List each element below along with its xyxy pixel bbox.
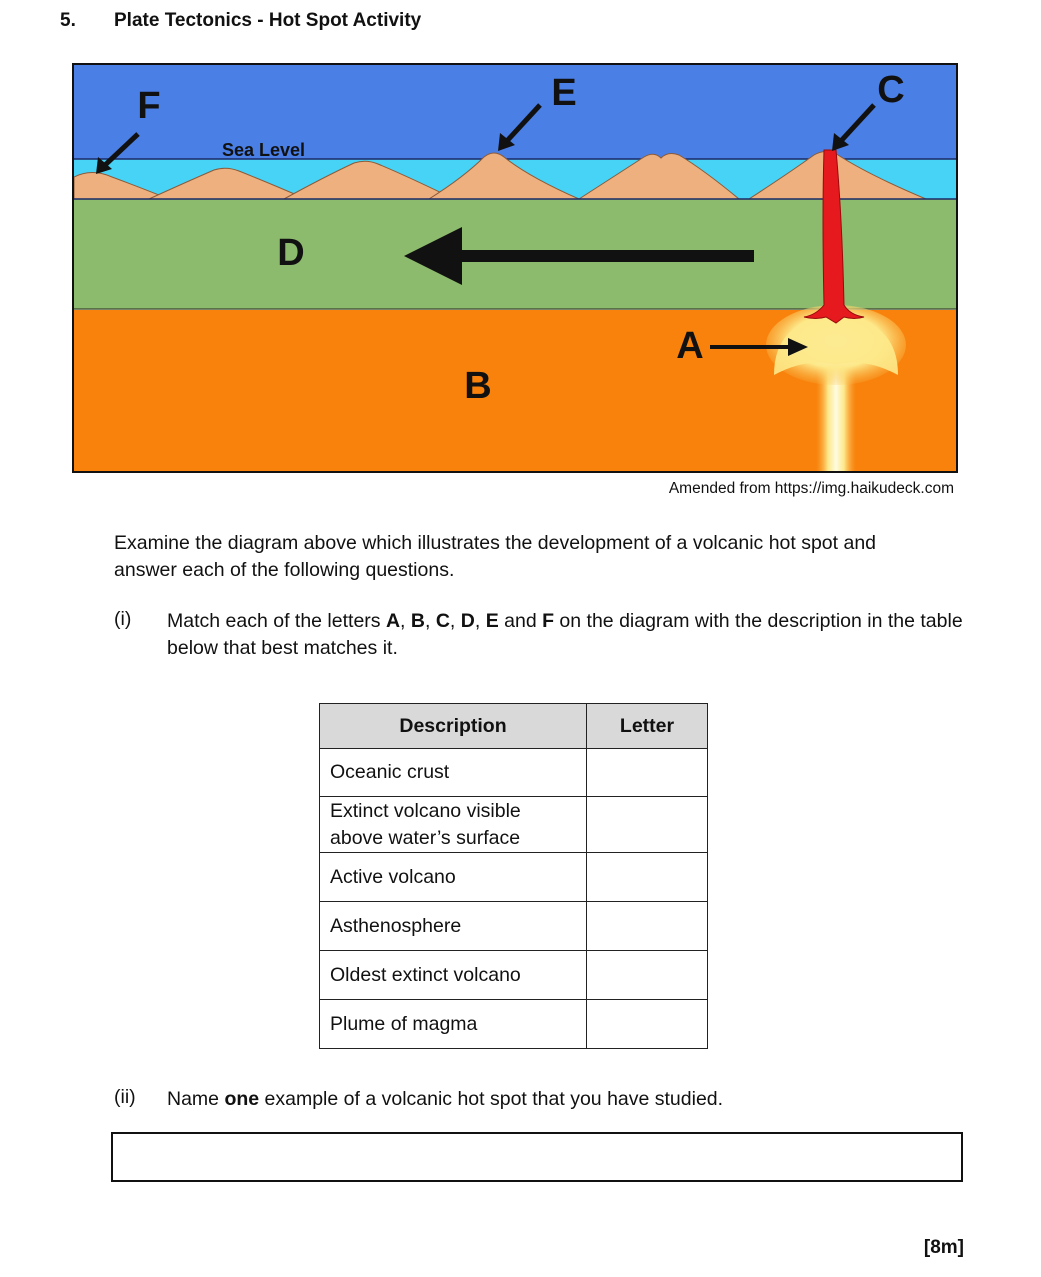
sea-level-label: Sea Level (222, 140, 306, 160)
part-ii-text: Name one example of a volcanic hot spot that you have studied. (167, 1088, 724, 1110)
label-c: C (877, 69, 905, 111)
row-description: Active volcano (320, 853, 587, 902)
table-row (320, 853, 708, 902)
question-title: Plate Tectonics - Hot Spot Activity (114, 10, 422, 31)
table-header-row (320, 704, 708, 749)
label-a: A (676, 325, 704, 367)
letter-answer-cell[interactable] (587, 797, 708, 853)
label-f: F (137, 85, 161, 127)
table-row (320, 797, 708, 853)
label-d: D (277, 232, 305, 274)
label-e: E (551, 72, 577, 114)
letter-answer-cell[interactable] (587, 853, 708, 902)
letter-answer-cell[interactable] (587, 1000, 708, 1049)
header-letter: Letter (587, 704, 708, 749)
table-row (320, 1000, 708, 1049)
table-row (320, 749, 708, 797)
marks-total: [8m] (923, 1237, 964, 1258)
intro-paragraph: Examine the diagram above which illustrates the development of a volcanic hot spot and answer each of the following questions. (114, 532, 877, 581)
row-description: Oceanic crust (320, 749, 587, 797)
part-i-number: (i) (114, 608, 132, 630)
answer-box[interactable] (111, 1132, 963, 1182)
table-row (320, 902, 708, 951)
letter-answer-cell[interactable] (587, 902, 708, 951)
part-i-text: Match each of the letters A, B, C, D, E and F on the diagram with the description in the table below that best matches it. (167, 610, 963, 659)
sky (74, 65, 956, 160)
row-description: Plume of magma (320, 1000, 587, 1049)
part-ii-number: (ii) (114, 1086, 136, 1108)
table-row (320, 951, 708, 1000)
hot-spot-diagram (72, 63, 958, 473)
label-b: B (464, 365, 492, 407)
row-description: Extinct volcano visible above water’s surface (320, 797, 587, 853)
header-description: Description (320, 704, 587, 749)
matching-table (319, 703, 708, 1049)
row-description: Asthenosphere (320, 902, 587, 951)
row-description: Oldest extinct volcano (320, 951, 587, 1000)
image-credit: Amended from https://img.haikudeck.com (668, 480, 954, 497)
letter-answer-cell[interactable] (587, 749, 708, 797)
letter-answer-cell[interactable] (587, 951, 708, 1000)
question-number: 5. (60, 10, 76, 31)
